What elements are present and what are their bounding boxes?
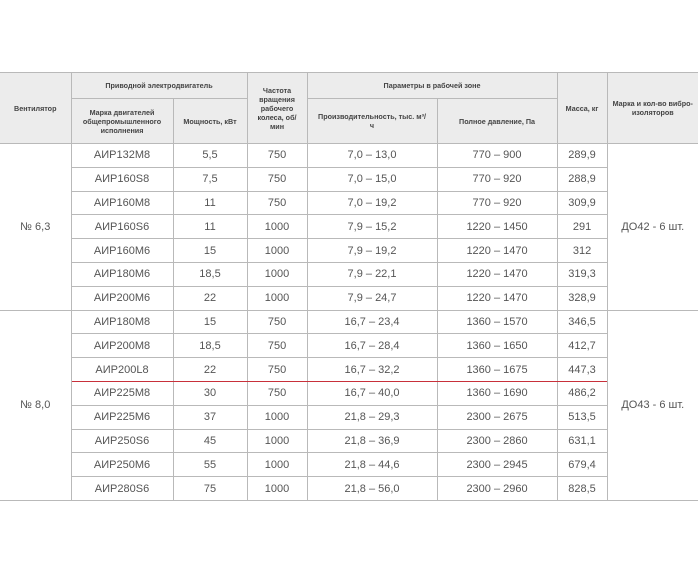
capacity-cell: 7,9 – 24,7	[307, 286, 437, 310]
rpm-cell: 750	[247, 144, 307, 168]
mass-cell: 291	[557, 215, 607, 239]
rpm-cell: 1000	[247, 262, 307, 286]
rpm-cell: 1000	[247, 215, 307, 239]
header-fan: Вентилятор	[0, 73, 71, 144]
rpm-cell: 750	[247, 358, 307, 382]
pressure-cell: 770 – 920	[437, 191, 557, 215]
pressure-cell: 2300 – 2675	[437, 405, 557, 429]
pressure-cell: 1220 – 1470	[437, 239, 557, 263]
fan-spec-table	[0, 72, 698, 501]
capacity-cell: 7,0 – 15,0	[307, 167, 437, 191]
rpm-cell: 750	[247, 191, 307, 215]
pressure-cell: 1360 – 1650	[437, 334, 557, 358]
table-row	[0, 262, 698, 286]
motor-brand-cell: АИР225М6	[71, 405, 173, 429]
mass-cell: 828,5	[557, 477, 607, 501]
pressure-cell: 2300 – 2960	[437, 477, 557, 501]
isolators-cell: ДО43 - 6 шт.	[607, 310, 698, 500]
capacity-cell: 16,7 – 23,4	[307, 310, 437, 334]
motor-brand-cell: АИР250М6	[71, 453, 173, 477]
table-row	[0, 144, 698, 168]
capacity-cell: 7,9 – 15,2	[307, 215, 437, 239]
power-cell: 22	[173, 286, 247, 310]
power-cell: 22	[173, 358, 247, 382]
fan-size-cell: № 6,3	[0, 144, 71, 311]
capacity-cell: 7,9 – 22,1	[307, 262, 437, 286]
motor-brand-cell: АИР280S6	[71, 477, 173, 501]
table-header	[0, 73, 698, 144]
pressure-cell: 1220 – 1470	[437, 286, 557, 310]
table-row	[0, 191, 698, 215]
mass-cell: 412,7	[557, 334, 607, 358]
header-motor-brand: Марка двигателей общепромышленного исполнения	[71, 99, 173, 144]
pressure-cell: 2300 – 2945	[437, 453, 557, 477]
capacity-cell: 21,8 – 44,6	[307, 453, 437, 477]
table-row	[0, 167, 698, 191]
pressure-cell: 1360 – 1675	[437, 358, 557, 382]
table-row	[0, 429, 698, 453]
power-cell: 18,5	[173, 334, 247, 358]
pressure-cell: 2300 – 2860	[437, 429, 557, 453]
power-cell: 45	[173, 429, 247, 453]
header-rpm: Частота вращения рабочего колеса, об/мин	[247, 73, 307, 144]
motor-brand-cell: АИР160М6	[71, 239, 173, 263]
motor-brand-cell: АИР160S6	[71, 215, 173, 239]
power-cell: 37	[173, 405, 247, 429]
mass-cell: 346,5	[557, 310, 607, 334]
header-motor-group: Приводной электродвигатель	[71, 73, 247, 99]
isolators-cell: ДО42 - 6 шт.	[607, 144, 698, 311]
mass-cell: 447,3	[557, 358, 607, 382]
rpm-cell: 750	[247, 334, 307, 358]
mass-cell: 309,9	[557, 191, 607, 215]
mass-cell: 631,1	[557, 429, 607, 453]
table-body	[0, 144, 698, 501]
capacity-cell: 16,7 – 28,4	[307, 334, 437, 358]
fan-size-cell: № 8,0	[0, 310, 71, 500]
power-cell: 18,5	[173, 262, 247, 286]
capacity-cell: 7,0 – 13,0	[307, 144, 437, 168]
capacity-cell: 21,8 – 29,3	[307, 405, 437, 429]
rpm-cell: 750	[247, 167, 307, 191]
power-cell: 5,5	[173, 144, 247, 168]
header-isolators: Марка и кол-во виброизоляторов	[607, 73, 698, 144]
table-row	[0, 334, 698, 358]
pressure-cell: 1360 – 1690	[437, 381, 557, 405]
mass-cell: 513,5	[557, 405, 607, 429]
mass-cell: 312	[557, 239, 607, 263]
table-row	[0, 453, 698, 477]
rpm-cell: 750	[247, 310, 307, 334]
capacity-cell: 16,7 – 40,0	[307, 381, 437, 405]
power-cell: 55	[173, 453, 247, 477]
rpm-cell: 1000	[247, 453, 307, 477]
pressure-cell: 770 – 920	[437, 167, 557, 191]
pressure-cell: 1220 – 1450	[437, 215, 557, 239]
mass-cell: 289,9	[557, 144, 607, 168]
table-row	[0, 358, 698, 382]
power-cell: 11	[173, 191, 247, 215]
header-pressure: Полное давление, Па	[437, 99, 557, 144]
capacity-cell: 21,8 – 56,0	[307, 477, 437, 501]
pressure-cell: 1360 – 1570	[437, 310, 557, 334]
table-row	[0, 215, 698, 239]
power-cell: 11	[173, 215, 247, 239]
motor-brand-cell: АИР250S6	[71, 429, 173, 453]
table-row	[0, 310, 698, 334]
motor-brand-cell: АИР200М8	[71, 334, 173, 358]
motor-brand-cell: АИР200L8	[71, 358, 173, 382]
mass-cell: 328,9	[557, 286, 607, 310]
fan-spec-table-container	[0, 72, 698, 501]
pressure-cell: 770 – 900	[437, 144, 557, 168]
table-row	[0, 239, 698, 263]
rpm-cell: 1000	[247, 239, 307, 263]
table-row	[0, 477, 698, 501]
motor-brand-cell: АИР225М8	[71, 381, 173, 405]
rpm-cell: 1000	[247, 477, 307, 501]
pressure-cell: 1220 – 1470	[437, 262, 557, 286]
mass-cell: 319,3	[557, 262, 607, 286]
capacity-cell: 7,9 – 19,2	[307, 239, 437, 263]
mass-cell: 679,4	[557, 453, 607, 477]
rpm-cell: 1000	[247, 405, 307, 429]
motor-brand-cell: АИР160S8	[71, 167, 173, 191]
table-row	[0, 381, 698, 405]
power-cell: 30	[173, 381, 247, 405]
capacity-cell: 7,0 – 19,2	[307, 191, 437, 215]
table-row	[0, 405, 698, 429]
header-params-group: Параметры в рабочей зоне	[307, 73, 557, 99]
power-cell: 15	[173, 310, 247, 334]
power-cell: 7,5	[173, 167, 247, 191]
power-cell: 15	[173, 239, 247, 263]
motor-brand-cell: АИР200М6	[71, 286, 173, 310]
motor-brand-cell: АИР132М8	[71, 144, 173, 168]
header-power: Мощность, кВт	[173, 99, 247, 144]
mass-cell: 486,2	[557, 381, 607, 405]
power-cell: 75	[173, 477, 247, 501]
table-row	[0, 286, 698, 310]
header-mass: Масса, кг	[557, 73, 607, 144]
mass-cell: 288,9	[557, 167, 607, 191]
header-capacity: Производительность, тыс. м³/ч	[307, 99, 437, 144]
motor-brand-cell: АИР160М8	[71, 191, 173, 215]
rpm-cell: 750	[247, 381, 307, 405]
capacity-cell: 16,7 – 32,2	[307, 358, 437, 382]
motor-brand-cell: АИР180М8	[71, 310, 173, 334]
rpm-cell: 1000	[247, 286, 307, 310]
rpm-cell: 1000	[247, 429, 307, 453]
capacity-cell: 21,8 – 36,9	[307, 429, 437, 453]
motor-brand-cell: АИР180М6	[71, 262, 173, 286]
